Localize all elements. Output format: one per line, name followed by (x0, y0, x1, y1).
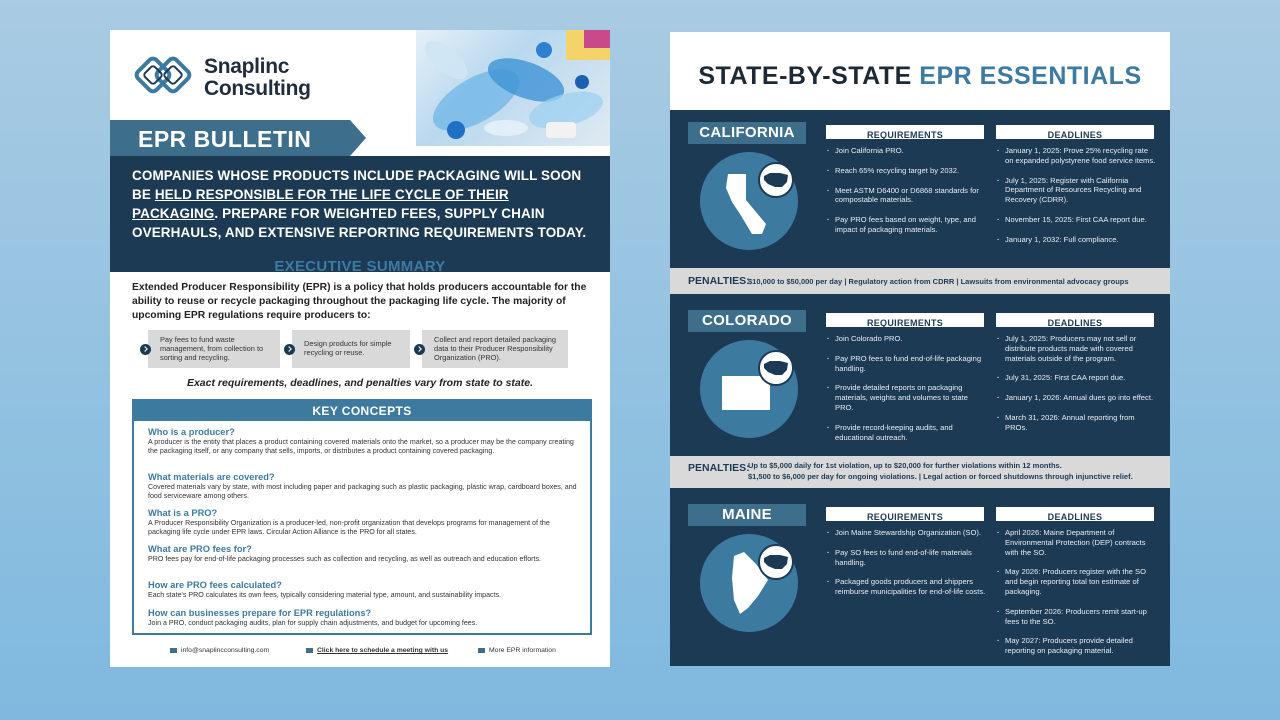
requirements-label: REQUIREMENTS (866, 512, 944, 522)
state-tab (688, 504, 806, 526)
state-map-circle (700, 152, 798, 250)
step-card (292, 330, 410, 368)
deadlines-label: DEADLINES (1047, 130, 1103, 140)
list-item: · Join California PRO. (826, 146, 986, 156)
requirements-header (826, 125, 984, 139)
cursor-icon (478, 648, 485, 653)
chevron-right-icon (284, 344, 295, 355)
state-map-circle (700, 340, 798, 438)
list-item: · Pay PRO fees based on weight, type, and impact of packaging materials. (826, 215, 986, 235)
requirements-label: REQUIREMENTS (866, 318, 944, 328)
logo-line-1: Snaplinc (204, 55, 290, 78)
concept-question: How can businesses prepare for EPR regulations? (148, 608, 372, 618)
state-name: CALIFORNIA (699, 124, 795, 141)
deadlines-list (996, 334, 1158, 433)
usa-map-icon (758, 544, 794, 580)
state-name: COLORADO (702, 312, 792, 329)
schedule-meeting-link[interactable] (306, 647, 448, 654)
concept-item (148, 472, 580, 500)
vary-note: Exact requirements, deadlines, and penalties vary from state to state. (186, 377, 534, 389)
state-tab (688, 122, 806, 144)
title-dark: STATE-BY-STATE (698, 62, 912, 90)
concept-item (148, 508, 580, 536)
title-accent: EPR ESSENTIALS (919, 62, 1142, 90)
concept-item (148, 427, 580, 455)
interlocked-diamonds-icon (130, 50, 198, 106)
calendar-icon (306, 648, 313, 653)
deadlines-list (996, 528, 1158, 656)
list-item: · Join Maine Stewardship Organization (SO). (826, 528, 986, 538)
headline-part-1: COMPANIES WHOSE PRODUCTS INCLUDE PACKAGING WILL SOON BE (132, 168, 582, 202)
chevron-right-icon (140, 344, 151, 355)
footer (110, 647, 610, 657)
list-item: · Pay PRO fees to fund end-of-life packaging handling. (826, 354, 986, 374)
key-concepts-title: KEY CONCEPTS (312, 404, 412, 418)
key-concepts-header (134, 401, 590, 421)
list-item: · January 1, 2025: Prove 25% recycling rate on expanded polystyrene food service items. (996, 146, 1158, 166)
list-item: · May 2026: Producers register with the SO and begin reporting total ton estimate of packaging. (996, 567, 1158, 596)
state-map-circle (700, 534, 798, 632)
deadlines-label: DEADLINES (1047, 318, 1103, 328)
concept-answer: A producer is the entity that places a product containing covered materials onto the market, so a producer may be the company creating the packaging itself, or any company that sells, imports, or distributes a product containing covered packaging. (148, 438, 574, 455)
headline-underlined: HELD RESPONSIBLE FOR THE LIFE CYCLE OF THEIR PACKAGING (132, 187, 509, 221)
footer-email-text: info@snaplincconsulting.com (181, 647, 270, 654)
penalties-text: Up to $5,000 daily for 1st violation, up to $20,000 for further violations within 12 months. (748, 461, 1062, 470)
requirements-header (826, 507, 984, 521)
list-item: · July 1, 2025: Register with California Department of Resources Recycling and Recovery (CDRR). (996, 176, 1158, 205)
list-item: · Pay SO fees to fund end-of-life materials handling. (826, 548, 986, 568)
penalties-text: $1,500 to $6,000 per day for ongoing violations. | Legal action or forced shutdowns through injunctive relief. (748, 472, 1133, 481)
concept-item (148, 608, 580, 628)
headline-part-2: . PREPARE FOR WEIGHTED FEES, SUPPLY CHAIN OVERHAULS, AND EXTENSIVE REPORTING REQUIREMENTS TODAY. (132, 206, 587, 240)
penalties-label: PENALTIES: (688, 275, 750, 287)
exec-summary-body: Extended Producer Responsibility (EPR) is a policy that holds producers accountable for the ability to reuse or recycle packaging throughout the packaging life cycle. The majority of upcoming EPR regulations require producers to: (132, 282, 587, 321)
state-tab (688, 310, 806, 332)
list-item: · Meet ASTM D6400 or D6868 standards for compostable materials. (826, 186, 986, 206)
deadlines-header (996, 507, 1154, 521)
concept-answer: Each state's PRO calculates its own fees, typically considering material type, amount, and sustainability impacts. (148, 591, 502, 599)
chevron-right-icon (414, 344, 425, 355)
list-item: · Provide detailed reports on packaging materials, weights and volumes to state PRO. (826, 383, 986, 412)
list-item: · May 2027: Producers provide detailed reporting on packaging material. (996, 636, 1158, 656)
envelope-icon (170, 648, 177, 653)
bulletin-tab (110, 120, 350, 156)
list-item: · September 2026: Producers remit start-up fees to the SO. (996, 607, 1158, 627)
more-info-link[interactable] (478, 647, 556, 654)
usa-map-icon (758, 350, 794, 386)
requirements-list (826, 334, 986, 442)
deadlines-header (996, 125, 1154, 139)
logo-line-2: Consulting (204, 77, 311, 100)
list-item: · July 31, 2025: First CAA report due. (996, 373, 1158, 383)
footer-email[interactable] (170, 647, 269, 654)
step-text: Design products for simple recycling or reuse. (304, 339, 392, 357)
concept-question: What materials are covered? (148, 472, 275, 482)
usa-map-icon (758, 162, 794, 198)
concept-answer: Covered materials vary by state, with most including paper and packaging such as plastic packaging, plastic wrap, cardboard boxes, and food serviceware among others. (148, 483, 577, 500)
concept-answer: Join a PRO, conduct packaging audits, plan for supply chain adjustments, and budget for upcoming fees. (148, 619, 478, 627)
concept-question: What are PRO fees for? (148, 544, 252, 554)
state-essentials-page (670, 32, 1170, 666)
requirements-list (826, 528, 986, 597)
key-concepts-box (132, 399, 592, 635)
penalties-bar-california (670, 268, 1170, 294)
step-text: Collect and report detailed packaging data to their Producer Responsibility Organization (PRO). (434, 335, 557, 362)
more-info-text: More EPR information (489, 647, 556, 654)
schedule-meeting-text: Click here to schedule a meeting with us (317, 647, 449, 654)
concept-question: How are PRO fees calculated? (148, 580, 282, 590)
snaplinc-logo[interactable] (130, 50, 311, 106)
step-text: Pay fees to fund waste management, from collection to sorting and recycling. (160, 335, 264, 362)
concept-item (148, 544, 580, 564)
list-item: · July 1, 2025: Producers may not sell or distribute products made with covered materials outside of the program. (996, 334, 1158, 363)
list-item: · March 31, 2026: Annual reporting from PROs. (996, 413, 1158, 433)
concept-question: What is a PRO? (148, 508, 218, 518)
requirements-header (826, 313, 984, 327)
concept-question: Who is a producer? (148, 427, 235, 437)
concept-item (148, 580, 580, 600)
requirements-list (826, 146, 986, 235)
list-item: · November 15, 2025: First CAA report due. (996, 215, 1158, 225)
requirement-steps (148, 330, 578, 368)
deadlines-header (996, 313, 1154, 327)
list-item: · January 1, 2026: Annual dues go into effect. (996, 393, 1158, 403)
epr-bulletin-page (110, 30, 610, 667)
list-item: · Reach 65% recycling target by 2032. (826, 166, 986, 176)
list-item: · Provide record-keeping audits, and educational outreach. (826, 423, 986, 443)
plastic-bottles-photo (416, 30, 610, 146)
requirements-label: REQUIREMENTS (866, 130, 944, 140)
list-item: · Packaged goods producers and shippers reimburse municipalities for end-of-life costs. (826, 577, 986, 597)
deadlines-label: DEADLINES (1047, 512, 1103, 522)
headline (132, 166, 592, 242)
penalties-text: $10,000 to $50,000 per day | Regulatory action from CDRR | Lawsuits from environmental advocacy groups (748, 277, 1129, 286)
list-item: · April 2026: Maine Department of Environmental Protection (DEP) contracts with the SO. (996, 528, 1158, 557)
penalties-label: PENALTIES: (688, 462, 750, 474)
step-card (148, 330, 280, 368)
list-item: · Join Colorado PRO. (826, 334, 986, 344)
step-card (422, 330, 568, 368)
exec-summary-title: EXECUTIVE SUMMARY (274, 258, 446, 275)
bulletin-label: EPR BULLETIN (138, 126, 312, 152)
state-name: MAINE (722, 506, 772, 523)
concept-answer: PRO fees pay for end-of-life packaging processes such as collection and recycling, as well as outreach and education efforts. (148, 555, 541, 563)
page-title (670, 62, 1170, 91)
list-item: · January 1, 2032: Full compliance. (996, 235, 1158, 245)
deadlines-list (996, 146, 1158, 245)
concept-answer: A Producer Responsibility Organization is a producer-led, non-profit organization that develops programs for management of the packaging life cycle under EPR laws. Circular Action Alliance is the PRO for all states. (148, 519, 550, 536)
penalties-bar-colorado (670, 456, 1170, 488)
